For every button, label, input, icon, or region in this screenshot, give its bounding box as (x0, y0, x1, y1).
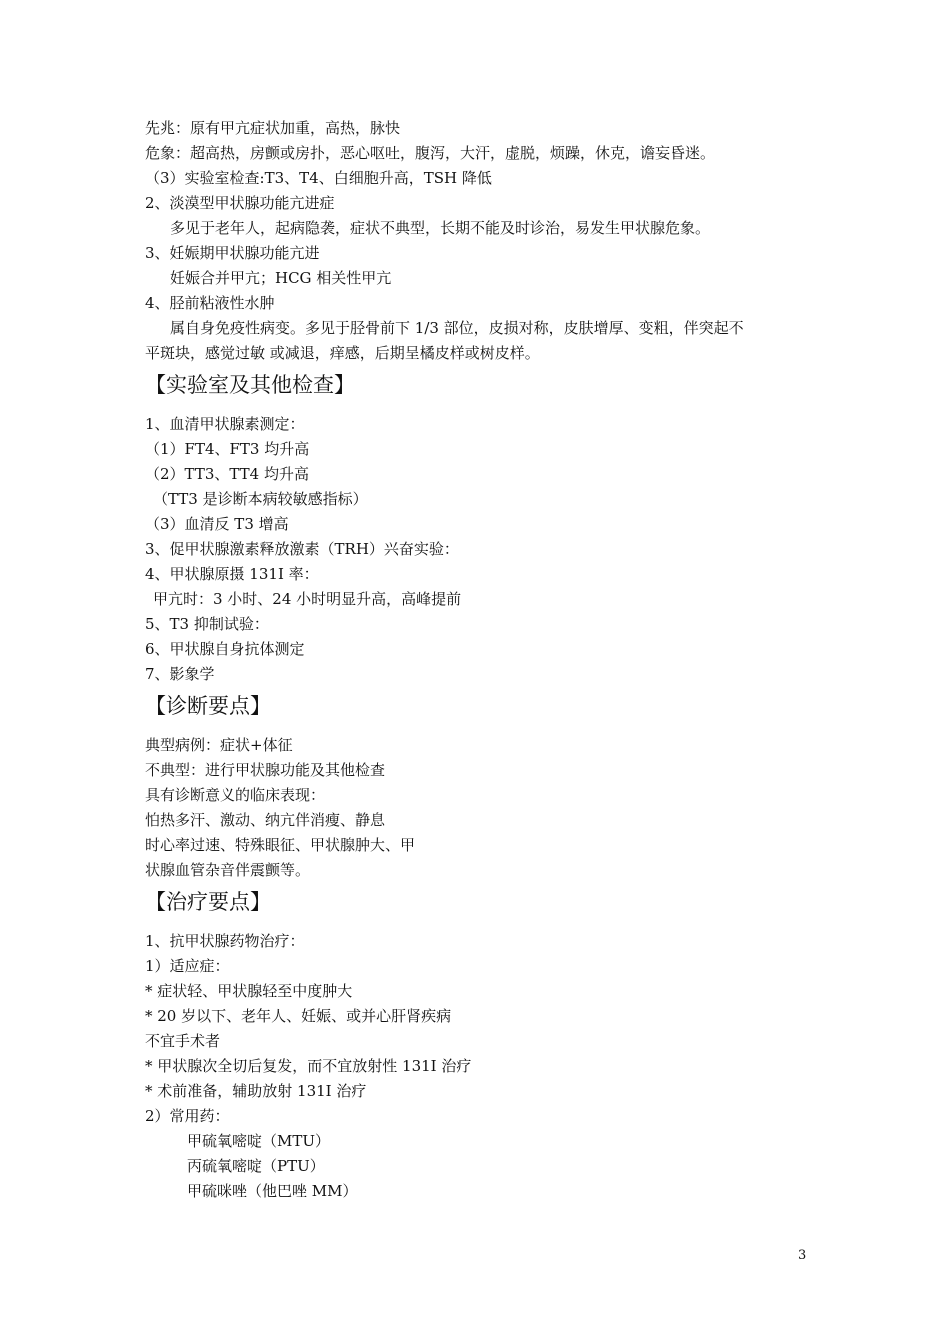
text-line: 不典型：进行甲状腺功能及其他检查 (145, 761, 386, 779)
text-line: 4、甲状腺原摄 131I 率： (145, 565, 319, 583)
text-line: 平斑块，感觉过敏 或减退，痒感，后期呈橘皮样或树皮样。 (145, 344, 540, 362)
section-heading-lab: 【实验室及其他检查】 (145, 373, 355, 397)
text-line: （1）FT4、FT3 均升高 (145, 440, 310, 458)
text-line: 2、淡漠型甲状腺功能亢进症 (145, 194, 335, 212)
text-line: 4、胫前粘液性水肿 (145, 294, 275, 312)
text-line: 甲硫氧嘧啶（MTU） (187, 1132, 331, 1150)
text-line: 妊娠合并甲亢；HCG 相关性甲亢 (170, 269, 392, 287)
text-line: （3）血清反 T3 增高 (145, 515, 289, 533)
text-line: 7、影象学 (145, 665, 215, 683)
text-line: 不宜手术者 (145, 1032, 221, 1050)
text-line: （TT3 是诊断本病较敏感指标） (153, 490, 368, 508)
text-line: * 20 岁以下、老年人、妊娠、或并心肝肾疾病 (145, 1007, 452, 1025)
text-line: 具有诊断意义的临床表现： (145, 786, 326, 804)
text-line: 先兆：原有甲亢症状加重，高热，脉快 (145, 119, 401, 137)
text-line: 甲亢时：3 小时、24 小时明显升高，高峰提前 (153, 590, 462, 608)
text-line: 多见于老年人，起病隐袭，症状不典型，长期不能及时诊治，易发生甲状腺危象。 (170, 219, 711, 237)
text-line: 6、甲状腺自身抗体测定 (145, 640, 305, 658)
page-number: 3 (798, 1248, 807, 1263)
text-line: 典型病例：症状+体征 (145, 736, 293, 754)
text-line: * 术前准备，辅助放射 131I 治疗 (145, 1082, 367, 1100)
text-line: * 甲状腺次全切后复发，而不宜放射性 131I 治疗 (145, 1057, 472, 1075)
text-line: 丙硫氧嘧啶（PTU） (187, 1157, 325, 1175)
text-line: 时心率过速、特殊眼征、甲状腺肿大、甲 (145, 836, 416, 854)
text-line: 甲硫咪唑（他巴唑 MM） (187, 1182, 358, 1200)
text-line: 3、妊娠期甲状腺功能亢进 (145, 244, 320, 262)
text-line: 怕热多汗、激动、纳亢伴消瘦、静息 (145, 811, 386, 829)
section-heading-diagnosis: 【诊断要点】 (145, 694, 271, 718)
page-content (145, 116, 810, 1204)
text-line: 属自身免疫性病变。多见于胫骨前下 1/3 部位，皮损对称，皮肤增厚、变粗，伴突起不 (170, 319, 744, 337)
text-line: * 症状轻、甲状腺轻至中度肿大 (145, 982, 353, 1000)
text-line: 5、T3 抑制试验： (145, 615, 269, 633)
text-line: （2）TT3、TT4 均升高 (145, 465, 309, 483)
text-line: （3）实验室检查:T3、T4、白细胞升高，TSH 降低 (145, 169, 492, 187)
text-line: 危象：超高热，房颤或房扑，恶心呕吐，腹泻，大汗，虚脱，烦躁，休克，谵妄昏迷。 (145, 144, 716, 162)
text-line: 状腺血管杂音伴震颤等。 (145, 861, 311, 879)
text-line: 2）常用药： (145, 1107, 230, 1125)
text-line: 3、促甲状腺激素释放激素（TRH）兴奋实验： (145, 540, 459, 558)
section-heading-treatment: 【治疗要点】 (145, 890, 271, 914)
text-line: 1）适应症： (145, 957, 230, 975)
text-line: 1、血清甲状腺素测定： (145, 415, 305, 433)
text-line: 1、抗甲状腺药物治疗： (145, 932, 305, 950)
